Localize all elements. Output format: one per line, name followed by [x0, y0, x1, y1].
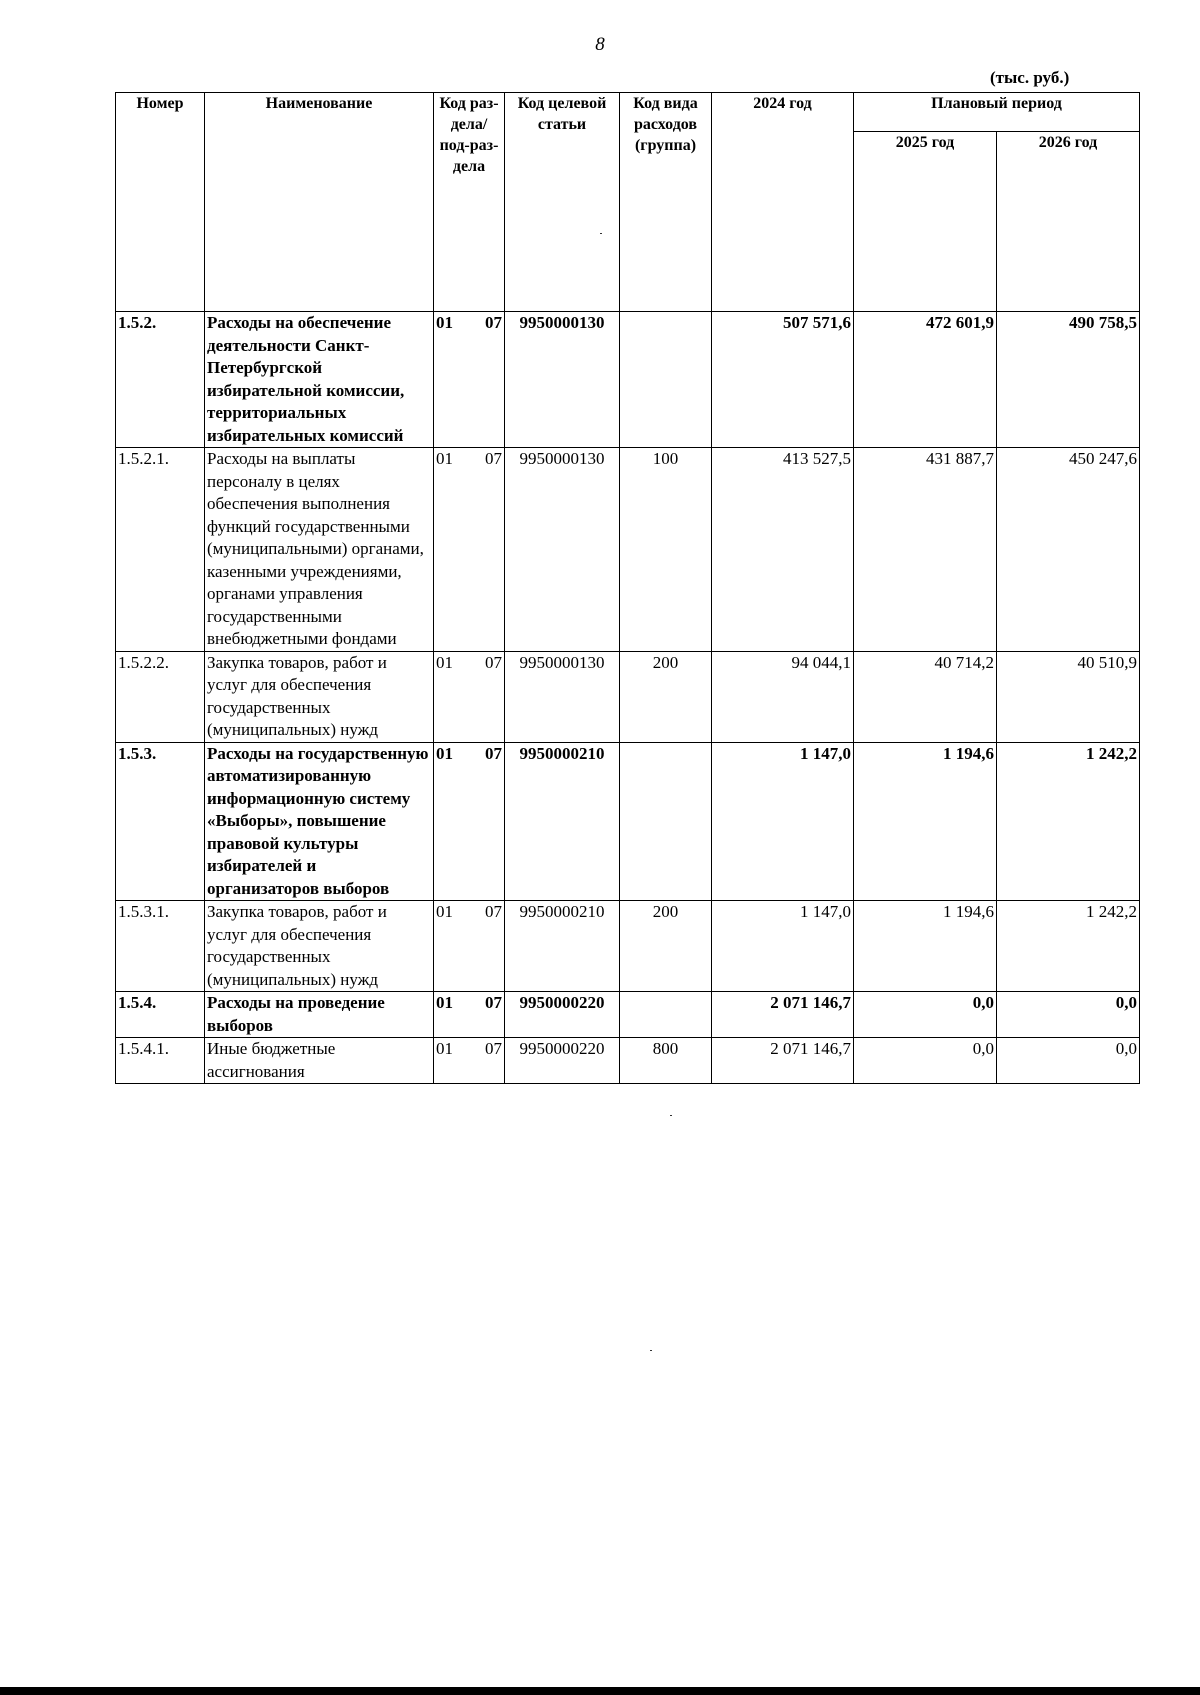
row-2025: 431 887,7 — [854, 448, 997, 652]
row-2026: 1 242,2 — [997, 901, 1140, 992]
scan-speck — [650, 1350, 652, 1351]
header-kvr: Код вида расходов (группа) — [620, 93, 712, 312]
row-kvr: 800 — [620, 1038, 712, 1084]
row-razdel-code: 01 — [436, 1039, 453, 1058]
units-label: (тыс. руб.) — [990, 68, 1070, 87]
row-2025: 40 714,2 — [854, 651, 997, 742]
row-number: 1.5.2. — [116, 312, 205, 448]
scan-speck — [670, 1115, 672, 1116]
row-kvr: 200 — [620, 651, 712, 742]
row-podrazdel-code: 07 — [485, 313, 502, 332]
row-razdel — [434, 901, 505, 992]
row-2026: 40 510,9 — [997, 651, 1140, 742]
scan-edge — [0, 1687, 1200, 1695]
row-2024: 1 147,0 — [712, 901, 854, 992]
row-kvr: 100 — [620, 448, 712, 652]
row-number: 1.5.4.1. — [116, 1038, 205, 1084]
row-name: Закупка товаров, работ и услуг для обеспечения государственных (муниципальных) нужд — [205, 651, 434, 742]
row-2024: 94 044,1 — [712, 651, 854, 742]
row-2025: 0,0 — [854, 992, 997, 1038]
row-kvr — [620, 742, 712, 901]
header-razdel: Код раз-дела/ под-раз-дела — [434, 93, 505, 312]
row-name: Расходы на обеспечение деятельности Санкт-Петербургской избирательной комиссии, территориальных избирательных комиссий — [205, 312, 434, 448]
row-razdel — [434, 1038, 505, 1084]
table-body — [116, 312, 1140, 1084]
row-number: 1.5.2.1. — [116, 448, 205, 652]
table-row — [116, 901, 1140, 992]
header-name: Наименование — [205, 93, 434, 312]
table-row — [116, 992, 1140, 1038]
scan-speck — [600, 233, 602, 234]
row-name: Расходы на проведение выборов — [205, 992, 434, 1038]
row-csr: 9950000130 — [505, 448, 620, 652]
row-kvr: 200 — [620, 901, 712, 992]
row-2026: 0,0 — [997, 992, 1140, 1038]
row-razdel — [434, 448, 505, 652]
page-number: 8 — [595, 34, 605, 55]
row-csr: 9950000210 — [505, 742, 620, 901]
row-2024: 2 071 146,7 — [712, 1038, 854, 1084]
row-razdel-code: 01 — [436, 993, 453, 1012]
row-podrazdel-code: 07 — [485, 1039, 502, 1058]
budget-table — [115, 92, 1140, 1084]
row-razdel — [434, 312, 505, 448]
row-2024: 2 071 146,7 — [712, 992, 854, 1038]
row-razdel — [434, 992, 505, 1038]
header-planning-period: Плановый период — [854, 93, 1140, 132]
table-row — [116, 312, 1140, 448]
row-2025: 472 601,9 — [854, 312, 997, 448]
row-razdel-code: 01 — [436, 902, 453, 921]
row-razdel-code: 01 — [436, 743, 453, 763]
header-2025: 2025 год — [854, 131, 997, 311]
row-number: 1.5.2.2. — [116, 651, 205, 742]
row-razdel — [434, 742, 505, 901]
row-podrazdel-code: 07 — [485, 743, 502, 763]
row-csr: 9950000130 — [505, 651, 620, 742]
row-2025: 1 194,6 — [854, 901, 997, 992]
row-csr: 9950000220 — [505, 992, 620, 1038]
row-name: Иные бюджетные ассигнования — [205, 1038, 434, 1084]
row-2026: 490 758,5 — [997, 312, 1140, 448]
header-2024: 2024 год — [712, 93, 854, 312]
row-2026: 450 247,6 — [997, 448, 1140, 652]
row-number: 1.5.3. — [116, 742, 205, 901]
row-podrazdel-code: 07 — [485, 449, 502, 468]
header-csr: Код целевой статьи — [505, 93, 620, 312]
row-number: 1.5.3.1. — [116, 901, 205, 992]
row-kvr — [620, 992, 712, 1038]
table-row — [116, 1038, 1140, 1084]
row-2024: 1 147,0 — [712, 742, 854, 901]
table-row — [116, 651, 1140, 742]
row-2026: 0,0 — [997, 1038, 1140, 1084]
row-2025: 1 194,6 — [854, 742, 997, 901]
row-kvr — [620, 312, 712, 448]
header-2026: 2026 год — [997, 131, 1140, 311]
row-razdel — [434, 651, 505, 742]
row-name: Расходы на государственную автоматизированную информационную систему «Выборы», повышение правовой культуры избирателей и организаторов выборов — [205, 742, 434, 901]
row-csr: 9950000130 — [505, 312, 620, 448]
row-2024: 413 527,5 — [712, 448, 854, 652]
row-csr: 9950000220 — [505, 1038, 620, 1084]
row-podrazdel-code: 07 — [485, 993, 502, 1012]
row-podrazdel-code: 07 — [485, 902, 502, 921]
table-row — [116, 448, 1140, 652]
row-name: Закупка товаров, работ и услуг для обеспечения государственных (муниципальных) нужд — [205, 901, 434, 992]
row-2024: 507 571,6 — [712, 312, 854, 448]
row-razdel-code: 01 — [436, 313, 453, 332]
row-name: Расходы на выплаты персоналу в целях обеспечения выполнения функций государственными (муниципальными) органами, казенными учреждениями, органами управления государственными внебюджетными фондами — [205, 448, 434, 652]
row-razdel-code: 01 — [436, 652, 453, 672]
row-2025: 0,0 — [854, 1038, 997, 1084]
header-number: Номер — [116, 93, 205, 312]
row-csr: 9950000210 — [505, 901, 620, 992]
table-row — [116, 742, 1140, 901]
row-podrazdel-code: 07 — [485, 652, 502, 672]
row-number: 1.5.4. — [116, 992, 205, 1038]
row-razdel-code: 01 — [436, 449, 453, 468]
row-2026: 1 242,2 — [997, 742, 1140, 901]
